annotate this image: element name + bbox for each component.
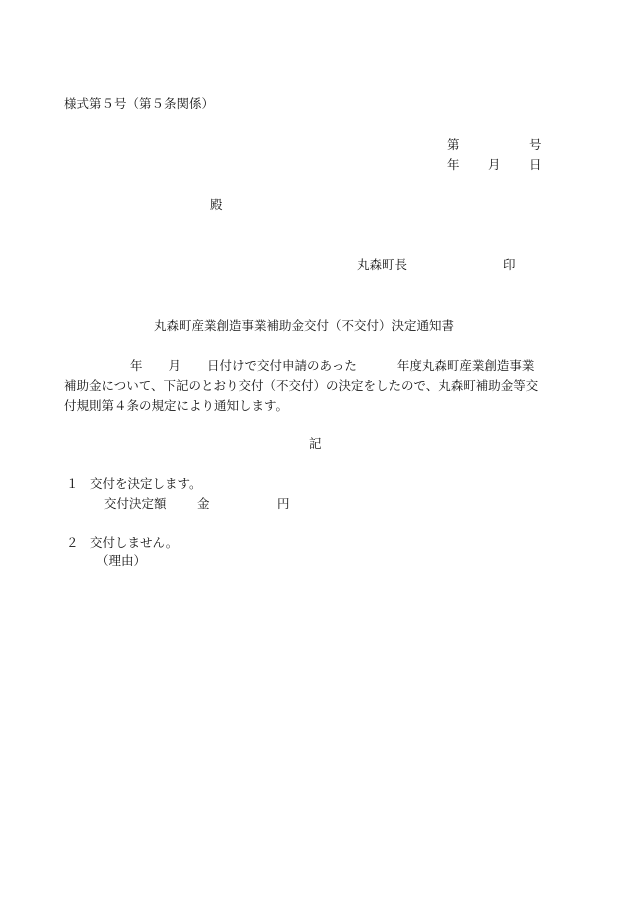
body-month-label: 月 [168, 358, 182, 373]
issuer-name: 丸森町長 [357, 257, 408, 272]
date-year-label: 年 [447, 157, 460, 172]
body-text-1: 日付けで交付申請のあった [207, 358, 357, 373]
form-label: 様式第５号（第５条関係） [64, 96, 215, 111]
item-1-number: １ [66, 476, 79, 491]
amount-prefix: 金 [197, 496, 210, 511]
document-number-prefix: 第 [447, 137, 460, 152]
reason-label: （理由） [96, 553, 147, 568]
addressee-suffix: 殿 [210, 197, 223, 212]
body-line-3: 付規則第４条の規定により通知します。 [64, 398, 289, 413]
item-2-number: ２ [66, 535, 79, 550]
item-1-text: 交付を決定します。 [90, 476, 202, 491]
item-2-text: 交付しません。 [90, 535, 179, 550]
body-line-1 [64, 356, 584, 376]
date-day-label: 日 [529, 157, 542, 172]
seal-mark: 印 [503, 257, 516, 272]
body-year-label: 年 [130, 358, 143, 373]
ki-heading: 記 [309, 436, 322, 451]
document-title: 丸森町産業創造事業補助金交付（不交付）決定通知書 [154, 318, 455, 333]
date-month-label: 月 [488, 157, 501, 172]
body-text-2: 年度丸森町産業創造事業 [396, 358, 535, 373]
body-paragraph [64, 356, 584, 416]
document-number-suffix: 号 [529, 137, 542, 152]
amount-suffix: 円 [277, 496, 290, 511]
amount-label: 交付決定額 [104, 496, 167, 511]
body-line-2: 補助金について、下記のとおり交付（不交付）の決定をしたので、丸森町補助金等交 [64, 378, 539, 393]
